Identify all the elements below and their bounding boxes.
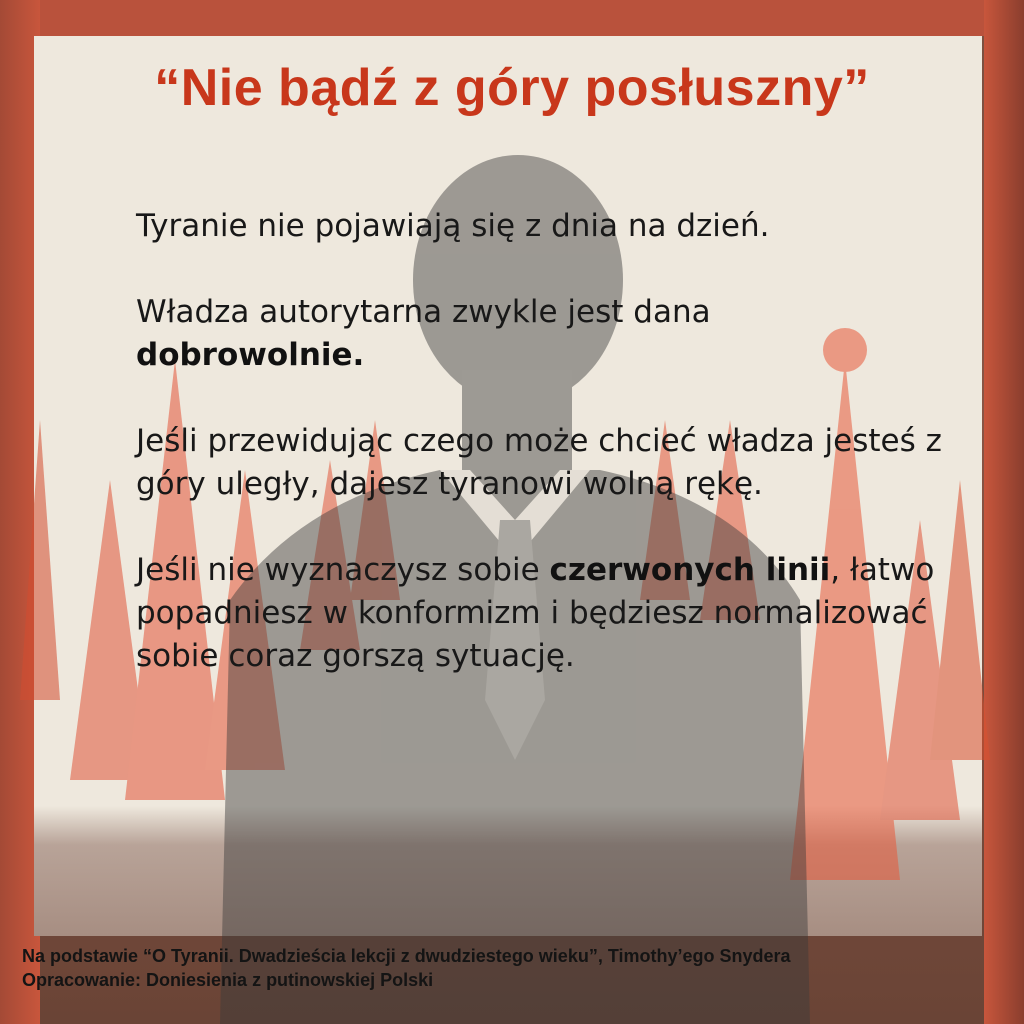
footer-credits: [22, 944, 1002, 992]
page-title: “Nie bądź z góry posłuszny”: [154, 59, 870, 117]
quote-body: [136, 205, 966, 721]
credit-line: Opracowanie: Doniesienia z putinowskiej Polski: [22, 970, 434, 990]
source-line: Na podstawie “O Tyranii. Dwadzieścia lekcji z dwudziestego wieku”, Timothy’ego Snydera: [22, 946, 791, 966]
paragraph-4: [136, 549, 966, 678]
paragraph-3: Jeśli przewidując czego może chcieć władza jesteś z góry uległy, dajesz tyranowi wolną rękę.: [136, 423, 942, 502]
paragraph-1: Tyranie nie pojawiają się z dnia na dzień.: [136, 208, 770, 244]
paragraph-4-emphasis: czerwonych linii: [549, 552, 831, 588]
paragraph-2: [136, 291, 966, 377]
paragraph-2-text: Władza autorytarna zwykle jest dana: [136, 294, 711, 330]
paragraph-2-emphasis: dobrowolnie.: [136, 337, 365, 373]
paragraph-4-text-end: , łatwo popadniesz w konformizm i będziesz normalizować sobie coraz gorszą sytuację.: [136, 552, 935, 674]
paragraph-4-text-start: Jeśli nie wyznaczysz sobie: [136, 552, 550, 588]
